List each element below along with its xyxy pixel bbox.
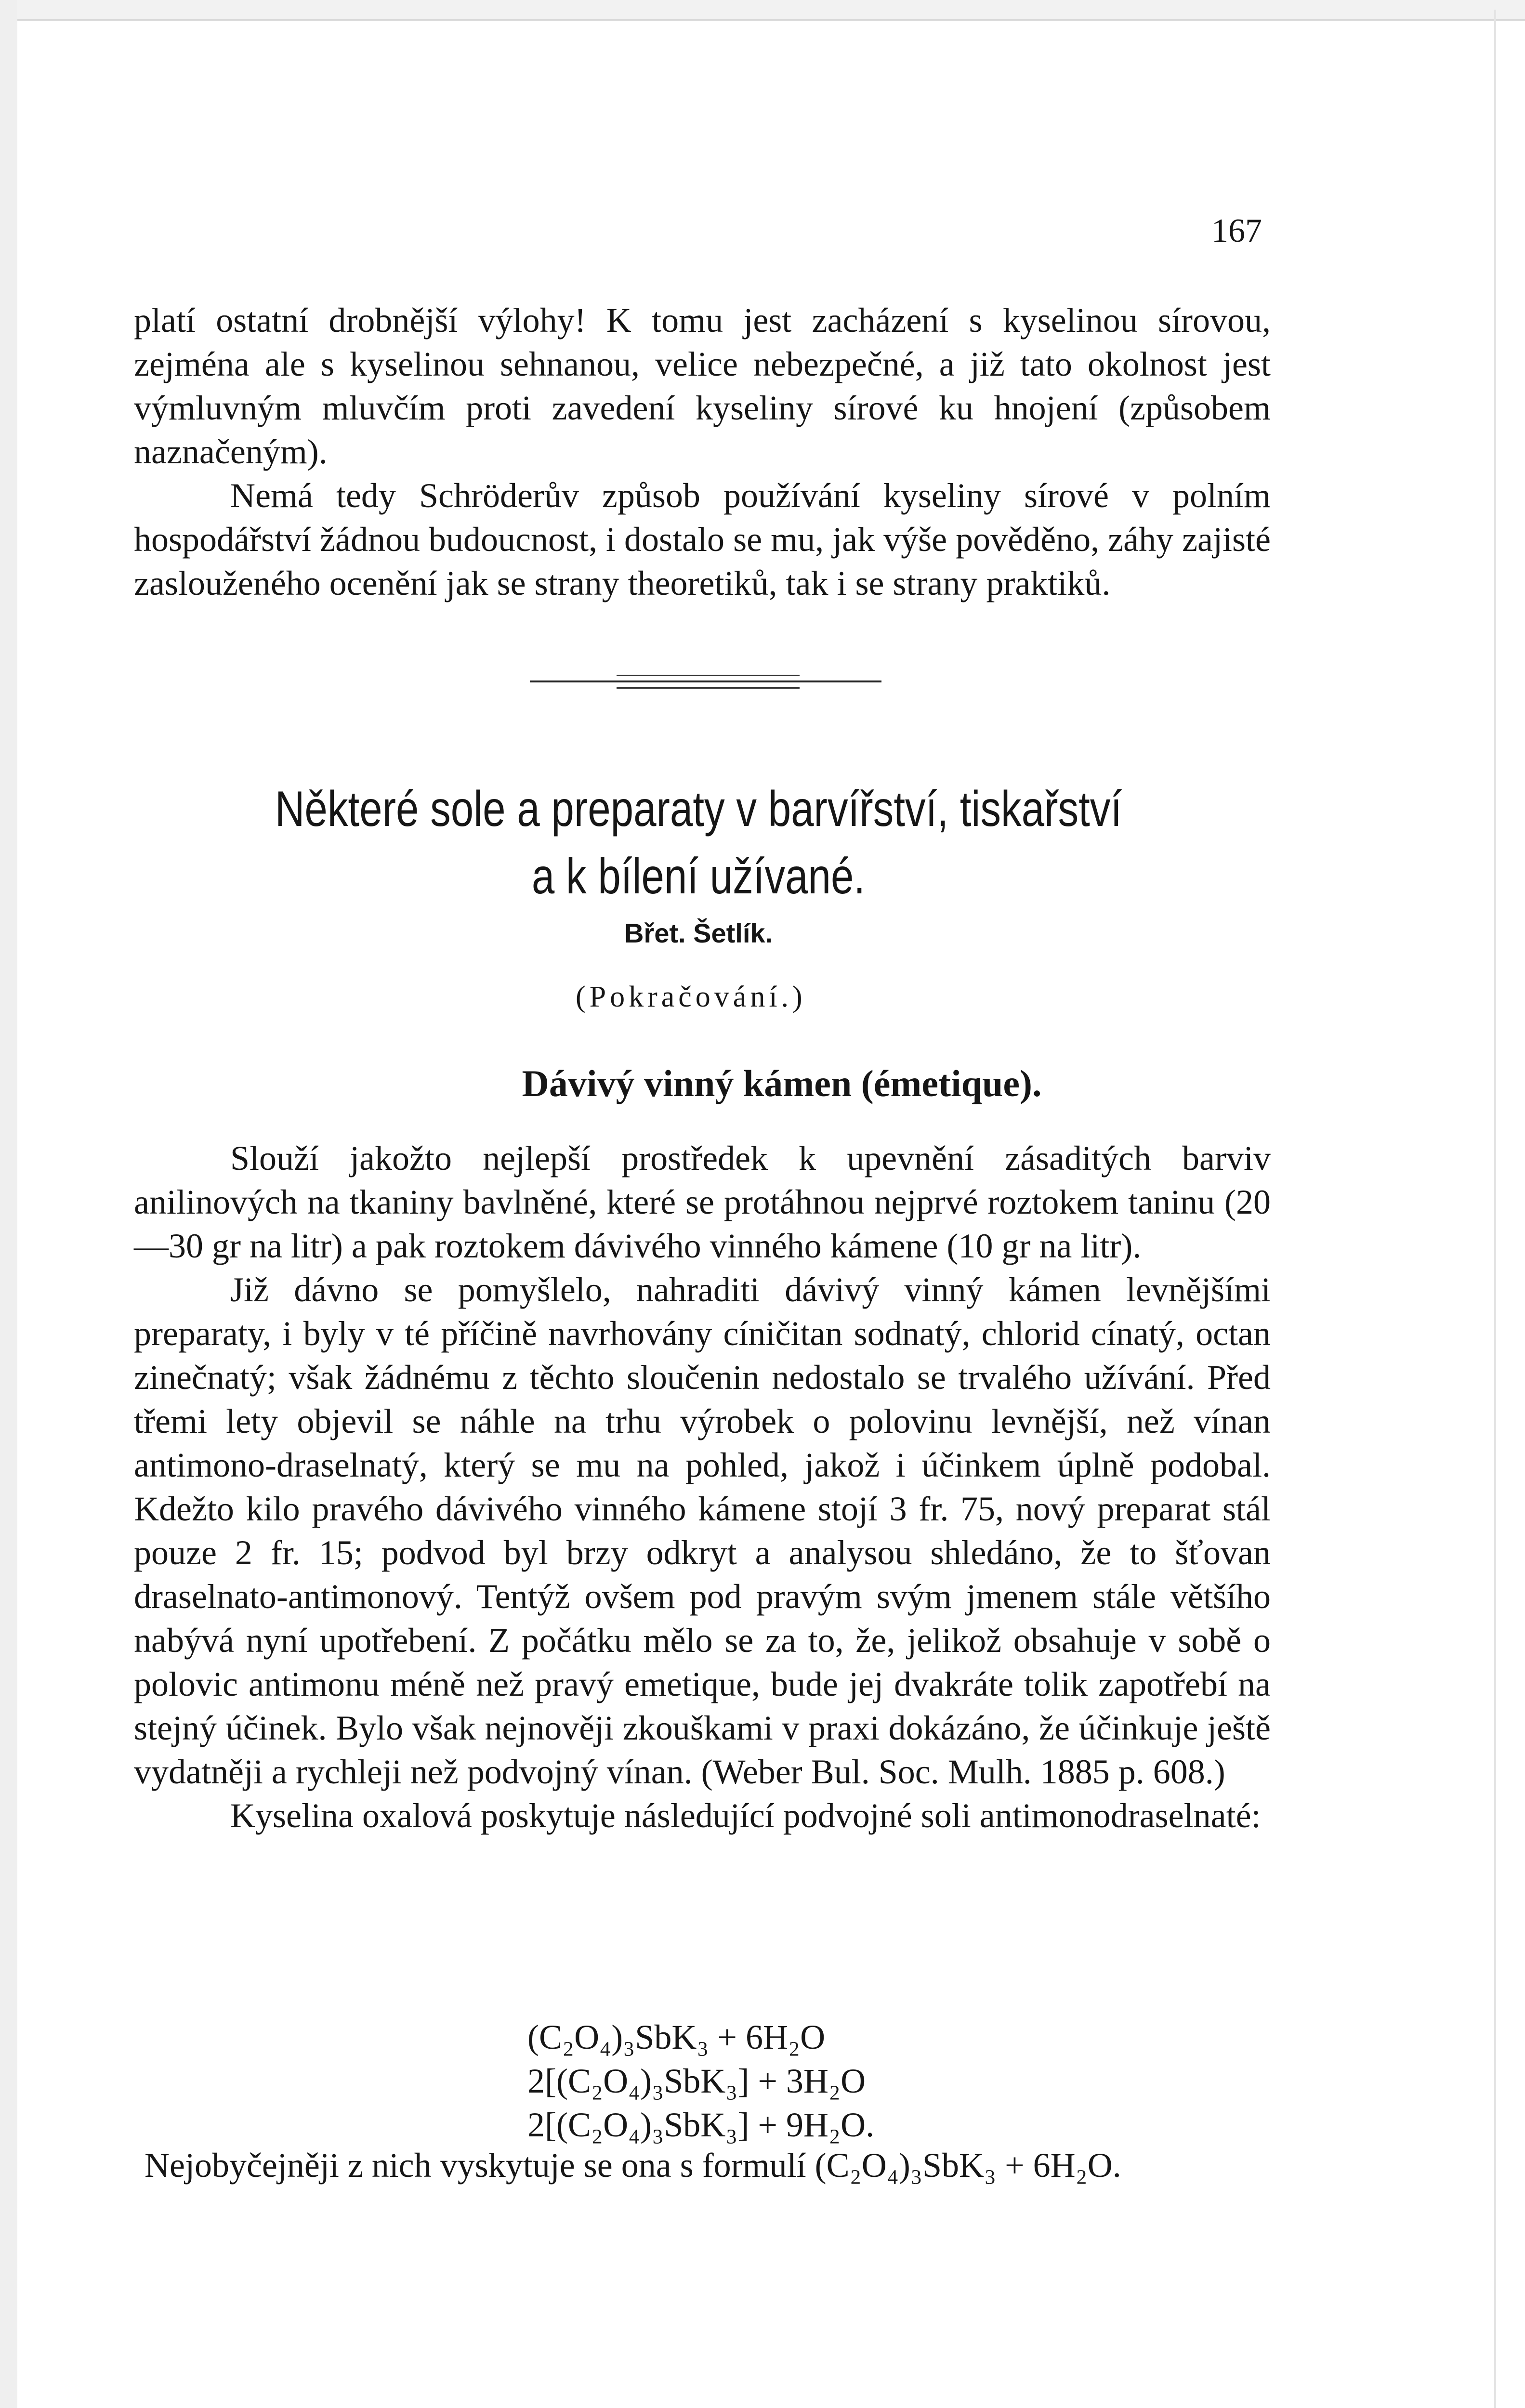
- paragraph: Slouží jakožto nejlepší prostředek k upevnění zásaditých barviv anilinových na tkaniny bavlněné, které se protáhnou nejprvé roztokem taninu (20—30 gr na litr) a pak roztokem dávivého vinného kámene (10 gr na litr).: [134, 1139, 1271, 1265]
- main-text-block: [134, 1137, 1271, 1838]
- page-number: 167: [1211, 212, 1262, 249]
- paragraph: platí ostatní drobnější výlohy! K tomu jest zacházení s kyselinou sírovou, zejména ale s kyselinou sehnanou, velice nebezpečné, a již tato okolnost jest výmluvným mluvčím proti zavedení kyseliny sírové ku hnojení (způsobem naznačeným).: [134, 301, 1271, 471]
- closing-line: Nejobyčejněji z nich vyskytuje se ona s formulí (C₂O₄)₃SbK₃ + 6H₂O.: [145, 2146, 1121, 2185]
- title-line: Některé sole a preparaty v barvířství, tiskařství: [275, 781, 1122, 837]
- scan-right-edge: [1494, 10, 1496, 2408]
- scan-left-edge: [0, 0, 17, 2408]
- continued-note: (Pokračování.): [576, 981, 806, 1013]
- separator-rule: [617, 687, 800, 689]
- scan-top-edge: [0, 0, 1525, 21]
- formula: (C₂O₄)₃SbK₃ + 6H₂O: [527, 2018, 826, 2056]
- formula-list: [527, 2015, 874, 2147]
- formula: 2[(C₂O₄)₃SbK₃] + 9H₂O.: [527, 2106, 875, 2144]
- title-line: a k bílení užívané.: [531, 849, 866, 904]
- section-separator: [530, 672, 881, 693]
- author: Břet. Šetlík.: [624, 918, 773, 948]
- article-title: [205, 775, 1192, 910]
- section-heading: Dávivý vinný kámen (émetique).: [522, 1062, 1042, 1104]
- top-text-block: [134, 299, 1271, 605]
- separator-rule: [530, 681, 881, 682]
- formula: 2[(C₂O₄)₃SbK₃] + 3H₂O: [527, 2062, 866, 2100]
- paragraph: Již dávno se pomyšlelo, nahraditi dávivý vinný kámen levnějšími preparaty, i byly v té příčině navrhovány cíničitan sodnatý, chlorid cínatý, octan zinečnatý; však žádnému z těchto sloučenin nedostalo se trvalého užívání. Před třemi lety objevil se náhle na trhu výrobek o polovinu levnější, než vínan antimono-draselnatý, který se mu na pohled, jakož i účinkem úplně podobal. Kdežto kilo pravého dávivého vinného kámene stojí 3 fr. 75, nový preparat stál pouze 2 fr. 15; podvod byl brzy odkryt a analysou shledáno, že to šťovan draselnato-antimonový. Tentýž ovšem pod pravým svým jmenem stále většího nabývá nyní upotřebení. Z počátku mělo se za to, že, jelikož obsahuje v sobě o polovic antimonu méně než pravý emetique, bude jej dvakráte tolik zapotřebí na stejný účinek. Bylo však nejnověji zkouškami v praxi dokázáno, že účinkuje ještě vydatněji a rychleji než podvojný vínan. (Weber Bul. Soc. Mulh. 1885 p. 608.): [134, 1270, 1271, 1791]
- paragraph: Kyselina oxalová poskytuje následující podvojné soli antimonodraselnaté:: [230, 1796, 1261, 1835]
- paragraph: Nemá tedy Schröderův způsob používání kyseliny sírové v polním hospodářství žádnou budoucnost, i dostalo se mu, jak výše pověděno, záhy zajisté zaslouženého ocenění jak se strany theoretiků, tak i se strany praktiků.: [134, 476, 1271, 602]
- separator-rule: [617, 675, 800, 676]
